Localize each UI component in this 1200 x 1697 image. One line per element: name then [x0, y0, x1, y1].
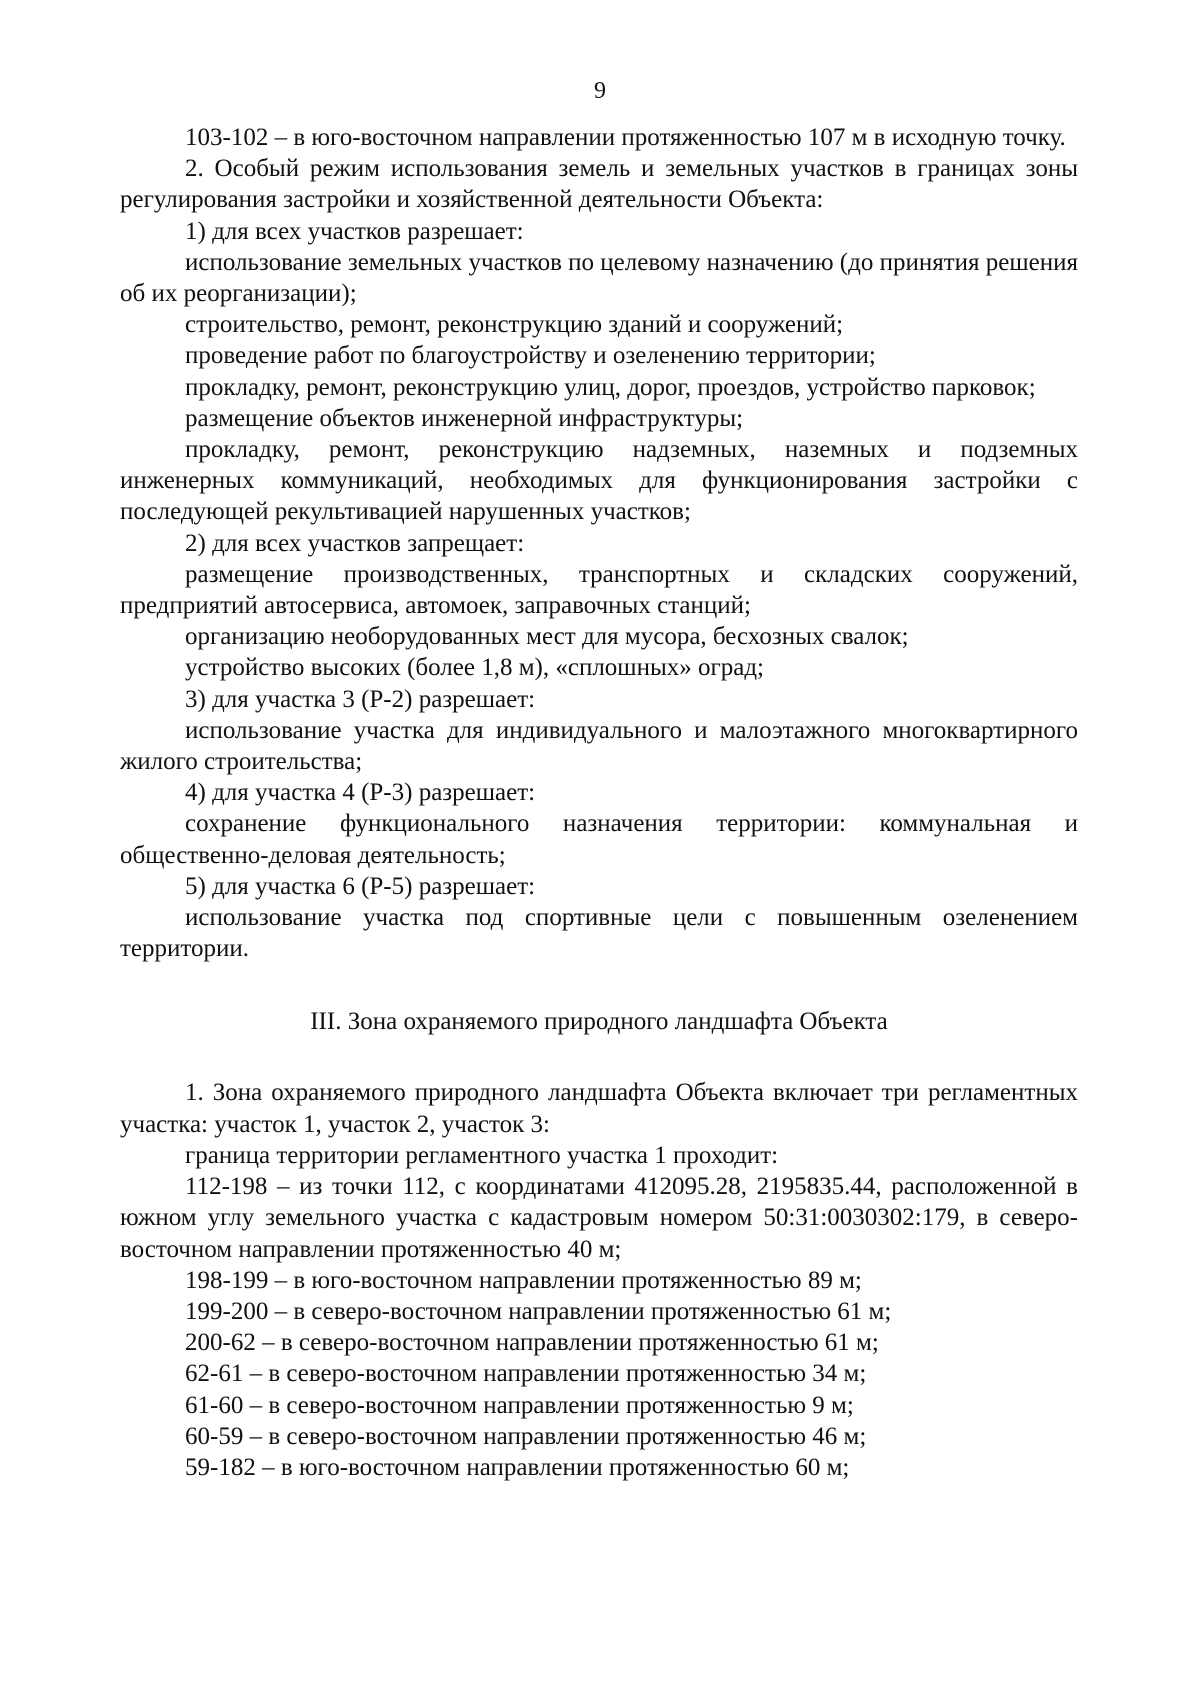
paragraph: 199-200 – в северо-восточном направлении протяженностью 61 м;	[185, 1297, 892, 1325]
paragraph: организацию необорудованных мест для мусора, бесхозных свалок;	[185, 623, 909, 651]
paragraph: 198-199 – в юго-восточном направлении протяженностью 89 м;	[185, 1266, 862, 1294]
paragraph: 3) для участка 3 (Р-2) разрешает:	[185, 685, 536, 713]
paragraph: размещение объектов инженерной инфраструктуры;	[185, 404, 744, 432]
paragraph: сохранение функционального назначения территории: коммунальная и общественно-деловая деятельность;	[120, 810, 1078, 869]
paragraph: 2. Особый режим использования земель и земельных участков в границах зоны регулирования застройки и хозяйственной деятельности Объекта:	[120, 155, 1078, 214]
paragraph: использование участка под спортивные цели с повышенным озеленением территории.	[120, 904, 1078, 963]
paragraph: граница территории регламентного участка 1 проходит:	[185, 1141, 779, 1169]
paragraph: 60-59 – в северо-восточном направлении протяженностью 46 м;	[185, 1422, 867, 1450]
paragraph: строительство, ремонт, реконструкцию зданий и сооружений;	[185, 311, 844, 339]
paragraph: 59-182 – в юго-восточном направлении протяженностью 60 м;	[185, 1453, 850, 1481]
section-heading: III. Зона охраняемого природного ландшафта Объекта	[310, 1008, 888, 1036]
paragraph: 200-62 – в северо-восточном направлении протяженностью 61 м;	[185, 1329, 879, 1357]
paragraph: прокладку, ремонт, реконструкцию надземных, наземных и подземных инженерных коммуникаций, необходимых для функционирования застройки с последующей рекультивацией нарушенных участков;	[120, 436, 1078, 526]
paragraph: 62-61 – в северо-восточном направлении протяженностью 34 м;	[185, 1360, 867, 1388]
paragraph: 1) для всех участков разрешает:	[185, 217, 524, 245]
paragraph: устройство высоких (более 1,8 м), «сплошных» оград;	[185, 654, 765, 682]
document-body	[120, 122, 1078, 1483]
paragraph: прокладку, ремонт, реконструкцию улиц, дорог, проездов, устройство парковок;	[185, 373, 1036, 401]
paragraph: 4) для участка 4 (Р-3) разрешает:	[185, 779, 536, 807]
paragraph: 112-198 – из точки 112, с координатами 412095.28, 2195835.44, расположенной в южном углу земельного участка с кадастровым номером 50:31:0030302:179, в северо-восточном направлении протяженностью 40 м;	[120, 1173, 1078, 1263]
paragraph: 1. Зона охраняемого природного ландшафта Объекта включает три регламентных участка: участок 1, участок 2, участок 3:	[120, 1079, 1078, 1138]
paragraph: 5) для участка 6 (Р-5) разрешает:	[185, 872, 536, 900]
page-number: 9	[594, 78, 606, 104]
paragraph: проведение работ по благоустройству и озеленению территории;	[185, 342, 876, 370]
paragraph: использование участка для индивидуального и малоэтажного многоквартирного жилого строительства;	[120, 716, 1078, 776]
paragraph: 61-60 – в северо-восточном направлении протяженностью 9 м;	[185, 1391, 854, 1419]
paragraph: использование земельных участков по целевому назначению (до принятия решения об их реорганизации);	[120, 248, 1078, 308]
paragraph: размещение производственных, транспортных и складских сооружений, предприятий автосервиса, автомоек, заправочных станций;	[120, 560, 1078, 620]
paragraph: 2) для всех участков запрещает:	[185, 529, 525, 557]
paragraph: 103-102 – в юго-восточном направлении протяженностью 107 м в исходную точку.	[185, 124, 1066, 151]
